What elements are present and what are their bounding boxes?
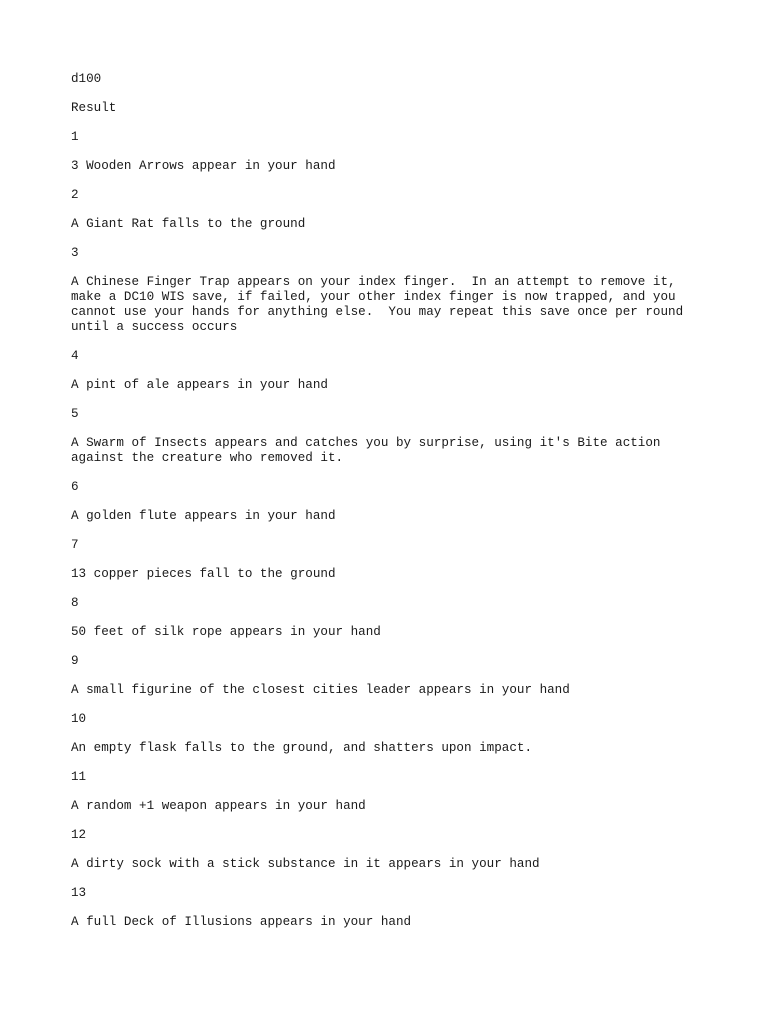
- roll-result: A golden flute appears in your hand: [71, 509, 336, 523]
- roll-number: 3: [71, 246, 79, 260]
- document-page: [71, 72, 701, 944]
- roll-number: 1: [71, 130, 79, 144]
- roll-number: 12: [71, 828, 87, 842]
- roll-result: 3 Wooden Arrows appear in your hand: [71, 159, 336, 173]
- header-result: Result: [71, 101, 117, 115]
- roll-result: A random +1 weapon appears in your hand: [71, 799, 366, 813]
- roll-number: 10: [71, 712, 87, 726]
- roll-number: 4: [71, 349, 79, 363]
- roll-result: A small figurine of the closest cities leader appears in your hand: [71, 683, 570, 697]
- roll-result: A full Deck of Illusions appears in your hand: [71, 915, 412, 929]
- roll-number: 2: [71, 188, 79, 202]
- roll-number: 5: [71, 407, 79, 421]
- roll-number: 6: [71, 480, 79, 494]
- roll-result: A Swarm of Insects appears and catches you by surprise, using it's Bite action against the creature who removed it.: [71, 436, 669, 465]
- header-d100: d100: [71, 72, 102, 86]
- roll-result: A pint of ale appears in your hand: [71, 378, 328, 392]
- roll-result: A Chinese Finger Trap appears on your index finger. In an attempt to remove it, make a DC10 WIS save, if failed, your other index finger is now trapped, and you cannot use your hands for anything else. You may repeat this save once per round until a success occurs: [71, 275, 691, 334]
- roll-result: An empty flask falls to the ground, and shatters upon impact.: [71, 741, 533, 755]
- roll-number: 11: [71, 770, 87, 784]
- roll-number: 9: [71, 654, 79, 668]
- roll-number: 7: [71, 538, 79, 552]
- roll-result: 13 copper pieces fall to the ground: [71, 567, 336, 581]
- roll-number: 13: [71, 886, 87, 900]
- roll-result: A dirty sock with a stick substance in it appears in your hand: [71, 857, 540, 871]
- roll-result: 50 feet of silk rope appears in your hand: [71, 625, 381, 639]
- roll-result: A Giant Rat falls to the ground: [71, 217, 306, 231]
- roll-number: 8: [71, 596, 79, 610]
